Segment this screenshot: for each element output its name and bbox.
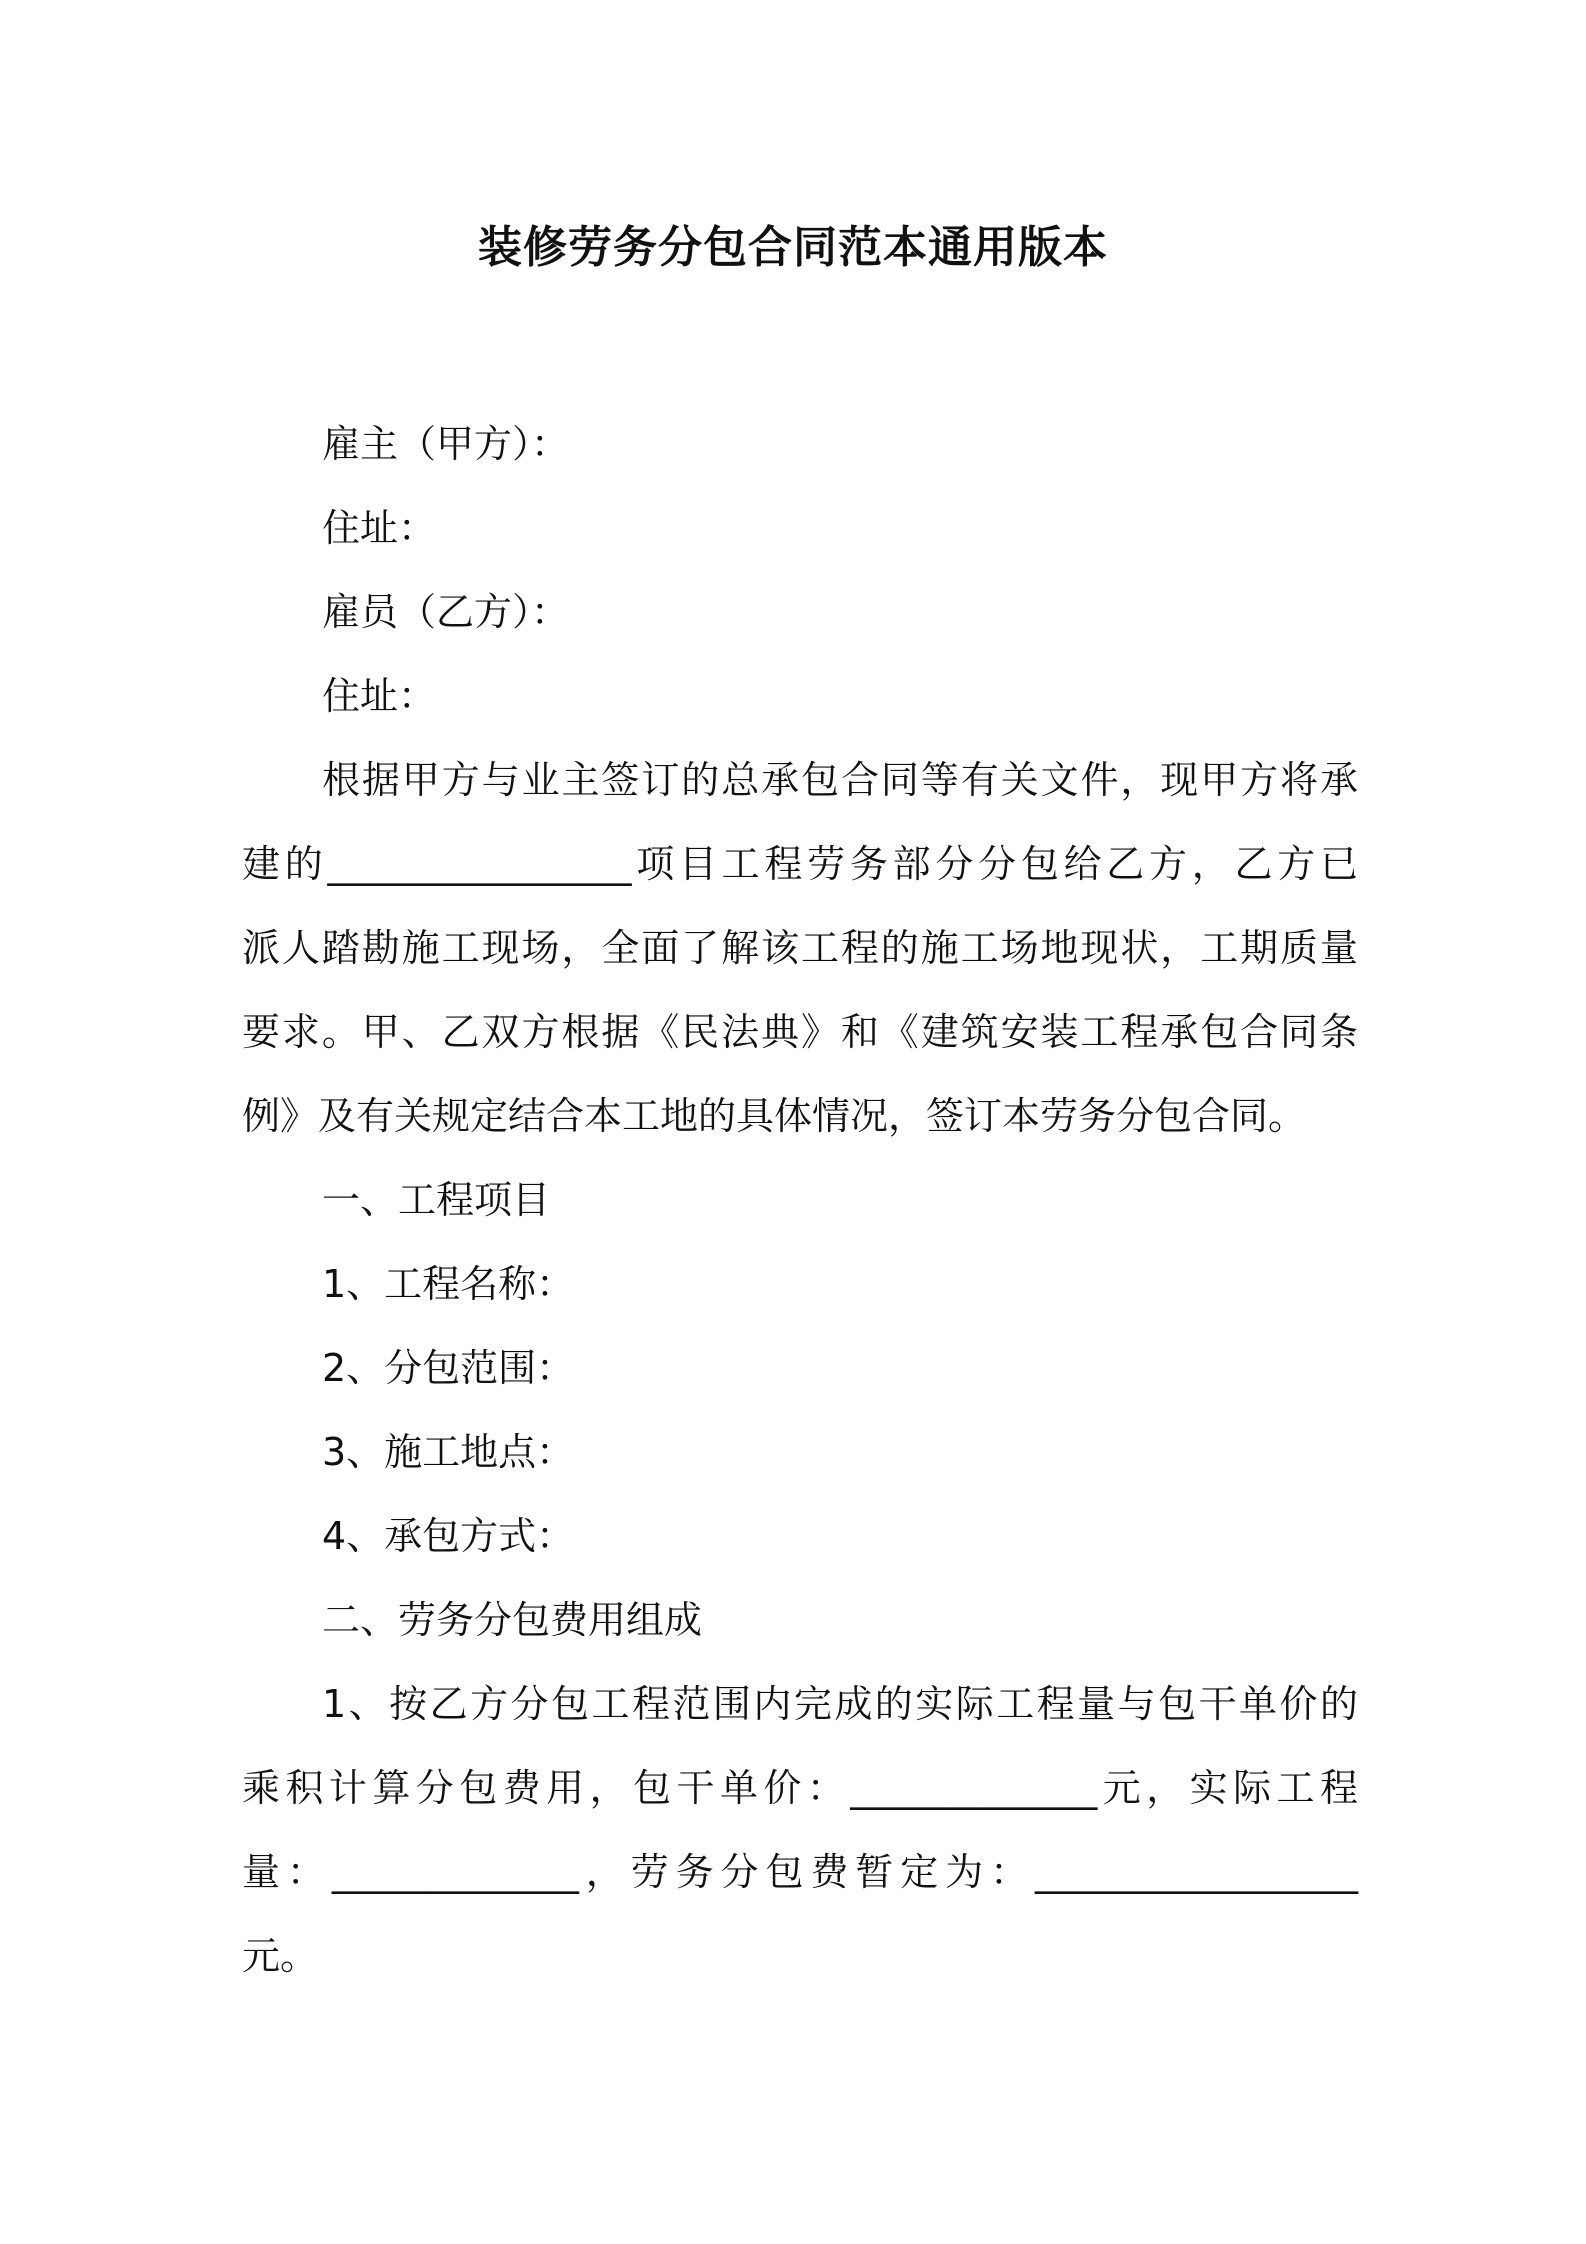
intro-paragraph-line: 派人踏勘施工现场，全面了解该工程的施工场地现状，工期质量 — [242, 926, 1358, 970]
employee-label: 雇员（乙方）： — [322, 590, 570, 634]
section1-heading: 一、工程项目 — [322, 1178, 551, 1222]
section1-item: 2、分包范围： — [322, 1346, 575, 1390]
section1-item: 1、工程名称： — [322, 1262, 575, 1306]
section1-item: 3、施工地点： — [322, 1430, 575, 1474]
intro-paragraph-line: 要求。甲、乙双方根据《民法典》和《建筑安装工程承包合同条 — [242, 1010, 1358, 1054]
section2-paragraph-line: 元。 — [242, 1934, 319, 1978]
intro-paragraph-line: 例》及有关规定结合本工地的具体情况，签订本劳务分包合同。 — [242, 1094, 1307, 1138]
section2-paragraph-line: 量：_____________，劳务分包费暂定为：_________________ — [242, 1850, 1358, 1894]
section2-paragraph-line: 乘积计算分包费用，包干单价：_____________元，实际工程 — [242, 1766, 1358, 1810]
section2-paragraph-line: 1、按乙方分包工程范围内完成的实际工程量与包干单价的 — [322, 1682, 1358, 1726]
document-title: 装修劳务分包合同范本通用版本 — [478, 222, 1108, 273]
section2-heading: 二、劳务分包费用组成 — [322, 1598, 703, 1642]
employer-address-label: 住址： — [322, 506, 437, 550]
intro-paragraph-line: 建的________________项目工程劳务部分分包给乙方，乙方已 — [242, 842, 1358, 886]
document-body — [242, 402, 1358, 1998]
section1-item: 4、承包方式： — [322, 1514, 575, 1558]
employee-address-label: 住址： — [322, 674, 437, 718]
intro-paragraph-line: 根据甲方与业主签订的总承包合同等有关文件，现甲方将承 — [322, 758, 1358, 802]
employer-label: 雇主（甲方）： — [322, 422, 570, 466]
